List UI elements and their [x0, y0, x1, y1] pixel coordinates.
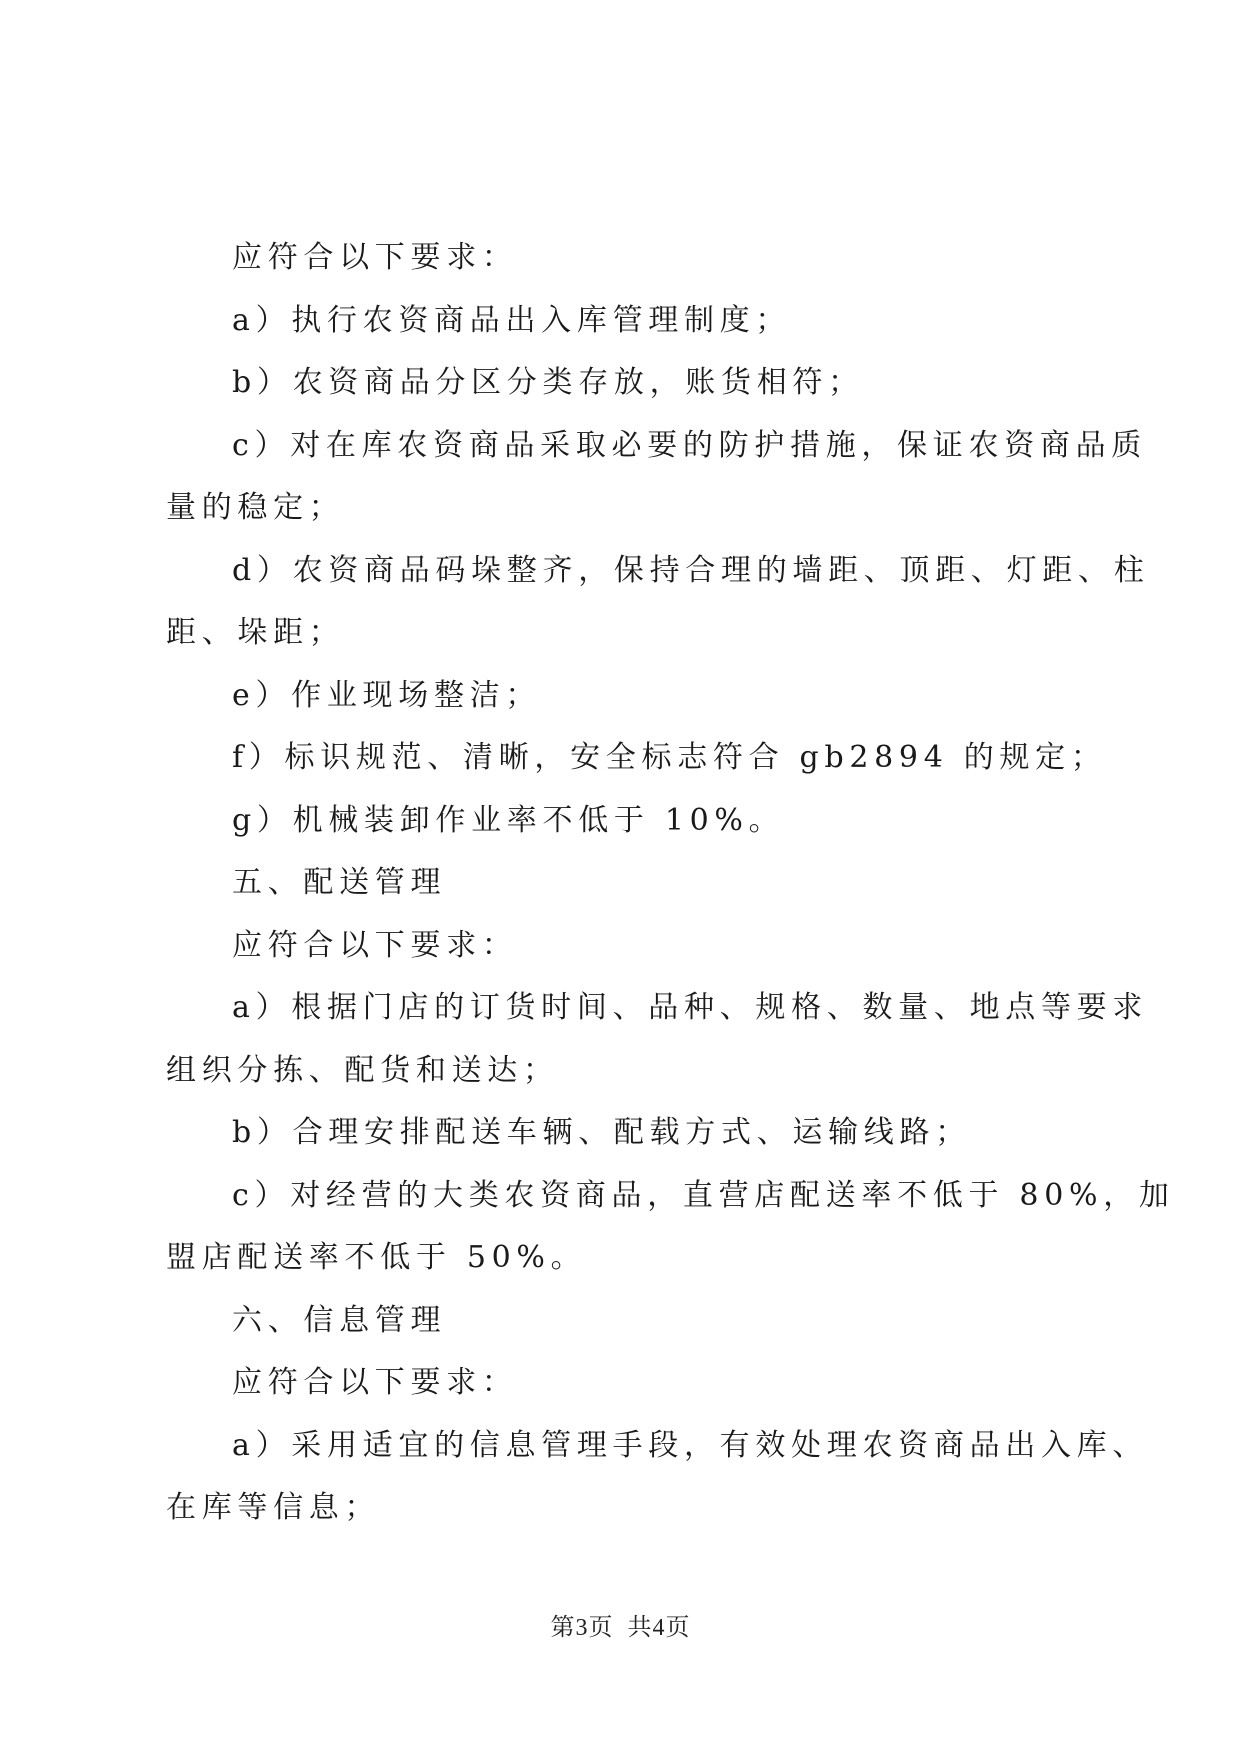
- footer-page-word: 页: [588, 1615, 614, 1641]
- paragraph-line: 盟店配送率不低于 50%。: [166, 1240, 587, 1275]
- paragraph-line: 应符合以下要求：: [232, 1365, 518, 1400]
- paragraph-line: b）合理安排配送车辆、配载方式、运输线路；: [232, 1115, 971, 1150]
- paragraph-line: c）对经营的大类农资商品，直营店配送率不低于 80%，加: [232, 1178, 1175, 1213]
- footer-total-word: 页: [665, 1615, 691, 1641]
- paragraph-line: d）农资商品码垛整齐，保持合理的墙距、顶距、灯距、柱: [232, 553, 1150, 588]
- footer-total-pages: 4: [652, 1615, 666, 1641]
- footer-current-page: 3: [575, 1615, 589, 1641]
- paragraph-line: 应符合以下要求：: [232, 240, 518, 275]
- section-heading: 五、配送管理: [232, 865, 447, 900]
- paragraph-line: a）采用适宜的信息管理手段，有效处理农资商品出入库、: [232, 1428, 1149, 1463]
- footer-page-prefix: 第: [550, 1615, 576, 1641]
- section-heading: 六、信息管理: [232, 1303, 447, 1338]
- footer-total-prefix: 共: [627, 1615, 653, 1641]
- paragraph-line: b）农资商品分区分类存放，账货相符；: [232, 365, 864, 400]
- paragraph-line: 组织分拣、配货和送达；: [166, 1053, 559, 1088]
- paragraph-line: g）机械装卸作业率不低于 10%。: [232, 803, 785, 838]
- paragraph-line: a）根据门店的订货时间、品种、规格、数量、地点等要求: [232, 990, 1149, 1025]
- paragraph-line: e）作业现场整洁；: [232, 678, 542, 713]
- paragraph-line: a）执行农资商品出入库管理制度；: [232, 303, 792, 338]
- paragraph-line: 在库等信息；: [166, 1490, 381, 1525]
- page-footer: [0, 1612, 1241, 1644]
- paragraph-line: 量的稳定；: [166, 490, 345, 525]
- paragraph-line: 距、垛距；: [166, 615, 345, 650]
- paragraph-line: 应符合以下要求：: [232, 928, 518, 963]
- paragraph-line: f）标识规范、清晰，安全标志符合 gb2894 的规定；: [232, 740, 1107, 775]
- paragraph-line: c）对在库农资商品采取必要的防护措施，保证农资商品质: [232, 428, 1148, 463]
